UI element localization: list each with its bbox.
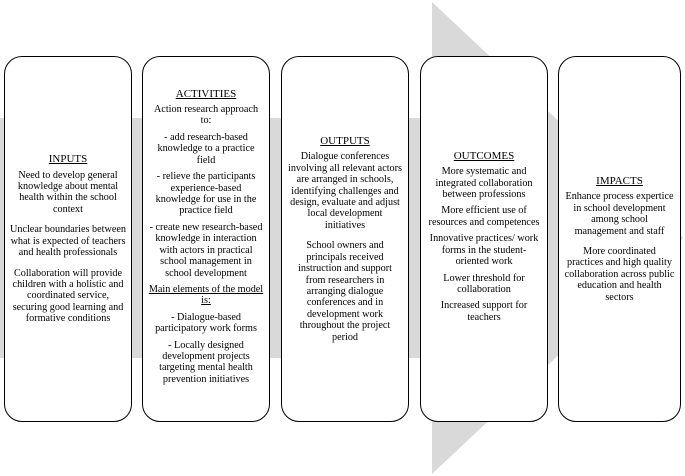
outputs-item: School owners and principals received instruction and support from researchers in arranging dialogue conferences and in development work throughout the project period xyxy=(298,240,392,343)
activities-sub-item: - Dialogue-based participatory work forms xyxy=(155,311,257,335)
inputs-item: Need to develop general knowledge about mental health within the school context xyxy=(17,169,119,215)
outcomes-item: Increased support for teachers xyxy=(440,300,528,323)
outcomes-item: More systematic and integrated collaboration between professions xyxy=(435,166,533,200)
outputs-title: OUTPUTS xyxy=(320,134,370,147)
outputs-item: Dialogue conferences involving all relevant actors are arranged in schools, identifying challenges and design, evaluate and adjust local development initiatives xyxy=(287,151,402,231)
impacts-item: Enhance process expertice in school development among school management and staff xyxy=(565,191,674,237)
outcomes-item: More efficient use of resources and competences xyxy=(428,205,540,228)
activities-sub-item: - Locally designed development projects targeting mental health prevention initiatives xyxy=(159,339,253,385)
inputs-item: Unclear boundaries between what is expected of teachers and health professionals xyxy=(10,224,126,259)
outcomes-title: OUTCOMES xyxy=(453,149,515,162)
outcomes-item: Innovative practices/ work forms in the student-oriented work xyxy=(429,233,539,268)
impacts-title: IMPACTS xyxy=(596,174,643,187)
impacts-box xyxy=(558,56,681,422)
outcomes-box xyxy=(420,56,548,422)
inputs-box xyxy=(4,56,132,422)
outcomes-item: Lower threshold for collaboration xyxy=(443,272,525,295)
activities-item: - relieve the participants experience-based knowledge for use in the practice field xyxy=(155,171,257,217)
activities-item: - add research-based knowledge to a practice field xyxy=(157,131,255,166)
outputs-box xyxy=(281,56,409,422)
inputs-item: Collaboration will provide children with a holistic and coordinated service, securing good learning and formative conditions xyxy=(12,267,124,325)
impacts-item: More coordinated practices and high quality collaboration across public education and health sectors xyxy=(564,245,675,303)
activities-box xyxy=(142,56,270,422)
activities-item: - create new research-based knowledge in interaction with actors in practical school management in school development xyxy=(149,221,263,279)
activities-lead: Action research approach to: xyxy=(153,104,259,127)
activities-subtitle: Main elements of the model is: xyxy=(148,283,264,307)
inputs-title: INPUTS xyxy=(48,153,88,166)
activities-title: ACTIVITIES xyxy=(175,87,237,100)
